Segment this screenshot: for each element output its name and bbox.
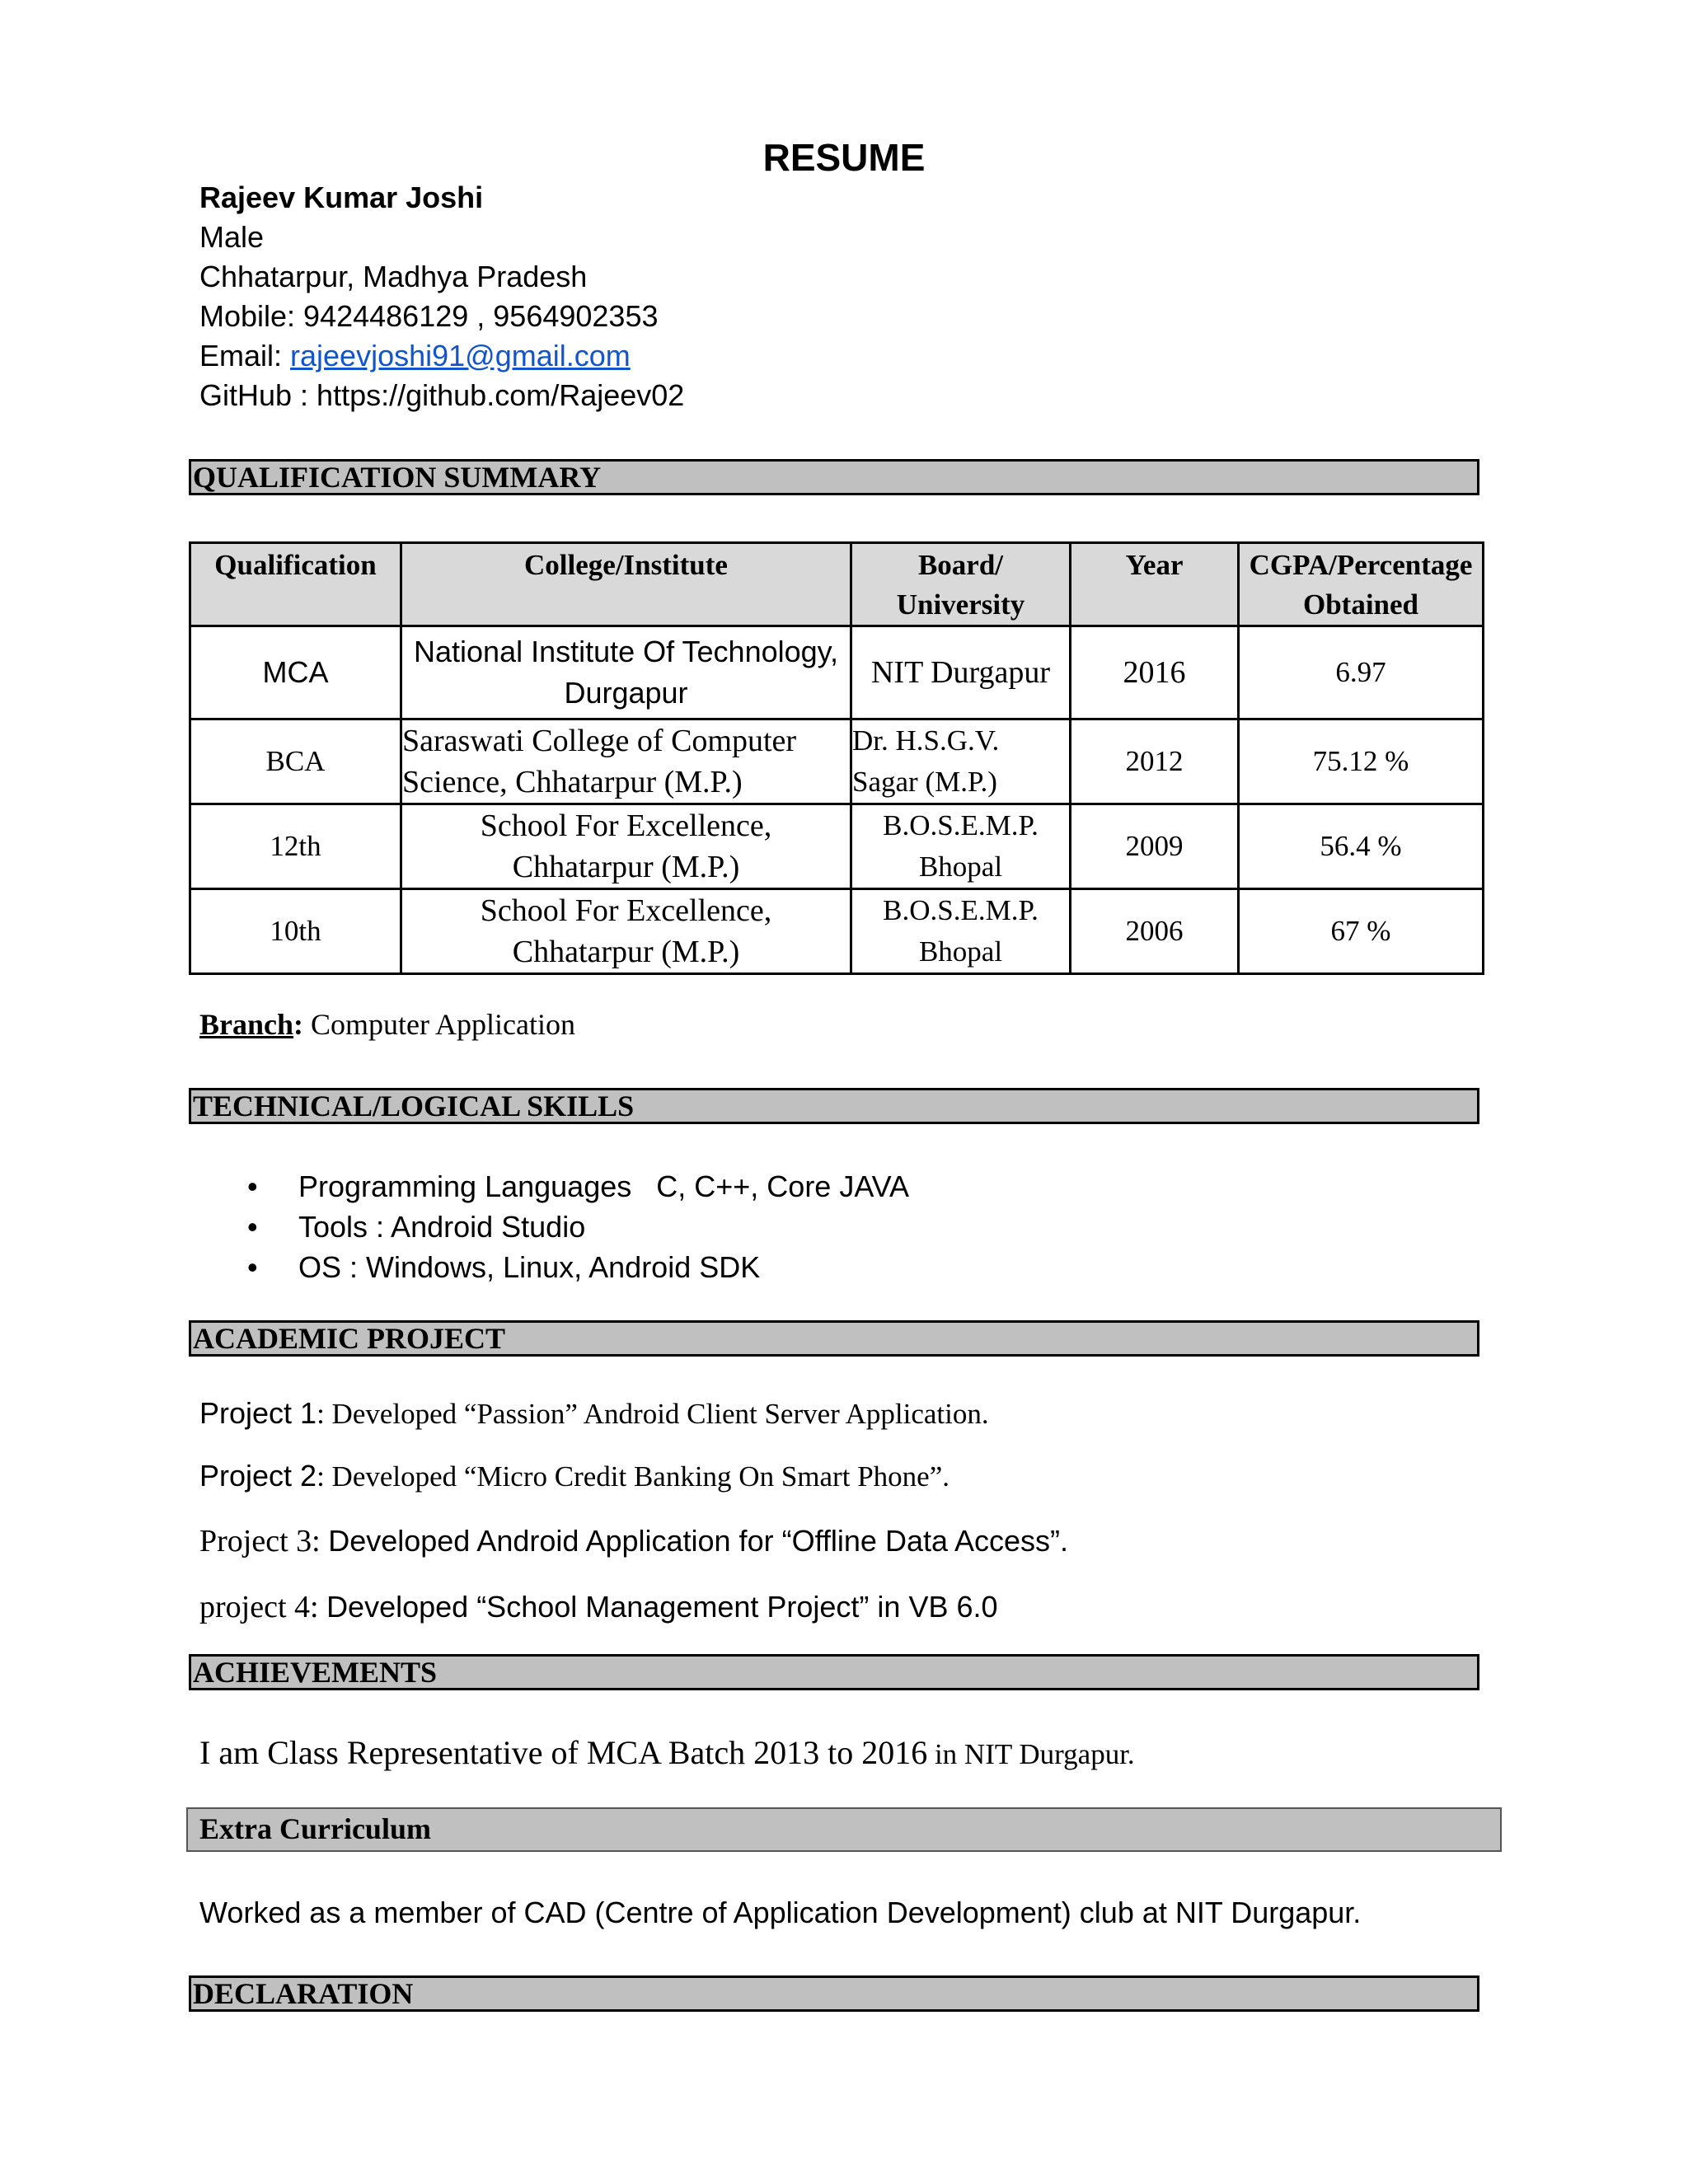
skills-list <box>247 1166 909 1287</box>
header-qualification: Qualification <box>190 543 401 626</box>
table-row <box>190 804 1484 889</box>
cell-board: Dr. H.S.G.V. Sagar (M.P.) <box>851 719 1071 804</box>
project-label: project 4: <box>199 1590 327 1624</box>
cell-board: NIT Durgapur <box>851 626 1071 719</box>
table-row <box>190 626 1484 719</box>
header-cgpa: CGPA/Percentage Obtained <box>1239 543 1484 626</box>
table-header-row <box>190 543 1484 626</box>
cell-score: 56.4 % <box>1239 804 1484 889</box>
table-row <box>190 719 1484 804</box>
cell-college: School For Excellence, Chhatarpur (M.P.) <box>401 804 851 889</box>
project-text: Developed “School Management Project” in VB 6.0 <box>326 1590 998 1624</box>
branch-line: Branch: Computer Application <box>199 1008 575 1041</box>
cell-board: B.O.S.E.M.P. Bhopal <box>851 804 1071 889</box>
project-3 <box>199 1523 1068 1559</box>
cell-qualification: 10th <box>190 889 401 974</box>
project-text: : Developed “Micro Credit Banking On Smart Phone”. <box>316 1460 950 1493</box>
project-label: Project 2 <box>199 1459 317 1493</box>
project-text: Developed Android Application for “Offline Data Access”. <box>328 1524 1069 1558</box>
cell-year: 2009 <box>1071 804 1239 889</box>
achievement-text <box>199 1733 1135 1772</box>
project-label: Project 3: <box>199 1524 329 1558</box>
achievement-main: I am Class Representative of MCA Batch 2013 to 2016 <box>199 1734 928 1771</box>
cell-board: B.O.S.E.M.P. Bhopal <box>851 889 1071 974</box>
location: Chhatarpur, Madhya Pradesh <box>199 260 588 293</box>
project-1 <box>199 1396 989 1431</box>
list-item: • OS : Windows, Linux, Android SDK <box>247 1247 909 1287</box>
qualification-table <box>189 541 1484 975</box>
cell-qualification: 12th <box>190 804 401 889</box>
extra-curriculum-header: Extra Curriculum <box>186 1807 1502 1852</box>
candidate-name: Rajeev Kumar Joshi <box>199 180 484 214</box>
email-label: Email: <box>199 339 291 373</box>
bullet-icon: • <box>247 1169 258 1203</box>
list-item: • Tools : Android Studio <box>247 1207 909 1247</box>
project-2 <box>199 1459 950 1493</box>
header-college: College/Institute <box>401 543 851 626</box>
qualification-summary-header: QUALIFICATION SUMMARY <box>189 459 1479 495</box>
github-line: GitHub : https://github.com/Rajeev02 <box>199 378 685 412</box>
cell-score: 67 % <box>1239 889 1484 974</box>
cell-qualification: BCA <box>190 719 401 804</box>
cell-college: National Institute Of Technology, Durgapur <box>401 626 851 719</box>
header-year: Year <box>1071 543 1239 626</box>
list-item: • Programming Languages C, C++, Core JAVA <box>247 1166 909 1207</box>
cell-year: 2016 <box>1071 626 1239 719</box>
achievements-header: ACHIEVEMENTS <box>189 1654 1479 1690</box>
branch-label: Branch <box>199 1008 294 1041</box>
mobile-numbers: Mobile: 9424486129 , 9564902353 <box>199 299 659 333</box>
achievement-tail: in NIT Durgapur. <box>927 1738 1135 1770</box>
cell-year: 2012 <box>1071 719 1239 804</box>
branch-value: Computer Application <box>303 1008 575 1041</box>
extra-curriculum-text: Worked as a member of CAD (Centre of Application Development) club at NIT Durgapur. <box>199 1896 1362 1929</box>
bullet-icon: • <box>247 1210 258 1244</box>
email-line <box>199 336 631 376</box>
email-link[interactable]: rajeevjoshi91@gmail.com <box>290 339 631 373</box>
header-board: Board/ University <box>851 543 1071 626</box>
project-label: Project 1 <box>199 1396 317 1430</box>
project-4 <box>199 1589 998 1625</box>
gender: Male <box>199 220 265 254</box>
cell-score: 6.97 <box>1239 626 1484 719</box>
cell-college: Saraswati College of Computer Science, Chhatarpur (M.P.) <box>401 719 851 804</box>
cell-year: 2006 <box>1071 889 1239 974</box>
declaration-header: DECLARATION <box>189 1975 1479 2012</box>
bullet-icon: • <box>247 1250 258 1284</box>
resume-title: RESUME <box>762 136 926 179</box>
cell-qualification: MCA <box>190 626 401 719</box>
cell-score: 75.12 % <box>1239 719 1484 804</box>
cell-college: School For Excellence, Chhatarpur (M.P.) <box>401 889 851 974</box>
project-text: : Developed “Passion” Android Client Server Application. <box>316 1398 989 1430</box>
table-row <box>190 889 1484 974</box>
technical-skills-header: TECHNICAL/LOGICAL SKILLS <box>189 1088 1479 1124</box>
academic-project-header: ACADEMIC PROJECT <box>189 1320 1479 1357</box>
